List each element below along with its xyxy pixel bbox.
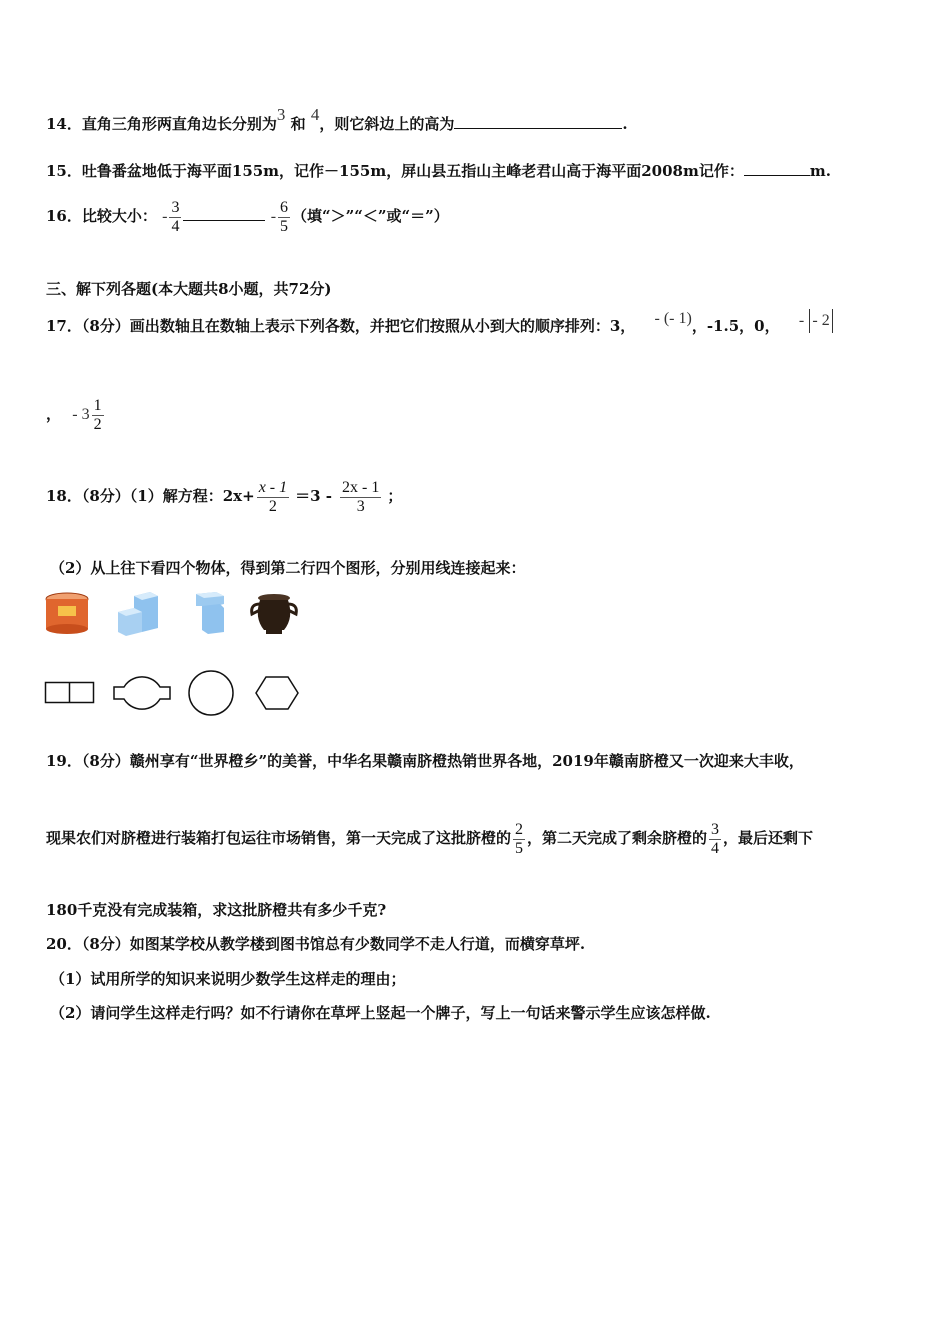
q18-f1-denominator: 2 — [268, 497, 277, 515]
question-20 — [46, 934, 585, 954]
q16-f2-numerator: 6 — [280, 198, 289, 216]
q19-f2-numerator: 3 — [711, 820, 720, 838]
circle-with-tabs-shape[interactable] — [114, 677, 170, 709]
question-14 — [46, 105, 628, 134]
question-15 — [46, 161, 831, 181]
question-19 — [46, 751, 804, 771]
q19-f2-denominator: 4 — [711, 839, 720, 857]
q14-and: 和 — [290, 115, 306, 133]
q17-mixed-fraction — [92, 397, 104, 434]
objects-row — [44, 590, 304, 640]
q14-number: 14． — [46, 115, 82, 133]
q19-fraction-2 — [709, 821, 721, 858]
q18-eq: ＝3 - — [295, 487, 333, 505]
q17-expr-1: - (- 1) — [654, 310, 692, 327]
q19-line-1: （8分）赣州享有“世界橙乡”的美誉，中华名果赣南脐橙热销世界各地，2019年赣南脐橙又一次迎来大丰收， — [81, 752, 804, 770]
q16-f1-numerator: 3 — [171, 198, 180, 216]
q19-fraction-1 — [513, 821, 525, 858]
q15-unit: m. — [809, 162, 831, 180]
q18-f2-denominator: 3 — [356, 497, 365, 515]
hexagon-shape[interactable] — [256, 677, 298, 709]
q18-semicolon: ； — [387, 487, 403, 505]
q15-text: 吐鲁番盆地低于海平面155m，记作－155m，屏山县五指山主峰老君山高于海平面2008m记作： — [81, 162, 744, 180]
q16-hint: （填“＞”“＜”或“＝”） — [292, 207, 449, 225]
q14-text-a: 直角三角形两直角边长分别为 — [81, 115, 277, 133]
q16-fraction-1 — [169, 199, 181, 236]
q16-answer-blank[interactable] — [183, 206, 265, 221]
q14-leg2: 4 — [310, 105, 320, 124]
section-3-heading — [46, 279, 332, 299]
q14-answer-blank[interactable] — [454, 114, 622, 129]
q17-mid: ，-1.5，0， — [691, 317, 780, 335]
q17-text: （8分）画出数轴且在数轴上表示下列各数，并把它们按照从小到大的顺序排列：3， — [81, 317, 636, 335]
q20-part-2-text: （2）请问学生这样走行吗？如不行请你在草坪上竖起一个牌子，写上一句话来警示学生应该怎样做. — [50, 1004, 711, 1022]
pot-object[interactable] — [252, 594, 297, 634]
q17-expr-2-abs: - 2 — [809, 309, 832, 333]
q19-line-2-a: 现果农们对脐橙进行装箱打包运往市场销售，第一天完成了这批脐橙的 — [46, 829, 512, 847]
double-rectangle-shape[interactable] — [46, 683, 94, 703]
q18-fraction-2 — [340, 479, 381, 516]
q17-mixed-numerator: 1 — [93, 396, 102, 414]
q17-number: 17． — [46, 317, 82, 335]
q14-leg1: 3 — [276, 105, 286, 124]
can-object[interactable] — [46, 593, 88, 634]
section-3-title: 三、解下列各题(本大题共8小题，共72分) — [46, 280, 332, 298]
q19-line-2-c: ，最后还剩下 — [723, 829, 814, 847]
question-19-line-2 — [46, 816, 813, 860]
q17-expr-2-sign: - — [798, 312, 805, 329]
question-18 — [46, 474, 402, 518]
q14-text-b: ，则它斜边上的高为 — [319, 115, 455, 133]
question-17 — [46, 310, 833, 339]
q18-text-a: （8分）（1）解方程：2x+ — [81, 487, 255, 505]
q16-fraction-2 — [278, 199, 290, 236]
question-16 — [46, 196, 449, 237]
circle-shape[interactable] — [189, 671, 233, 715]
q19-line-2-b: ，第二天完成了剩余脐橙的 — [527, 829, 708, 847]
q18-f1-numerator: x - 1 — [258, 478, 288, 496]
question-18-part-2 — [50, 558, 525, 578]
q20-line-1: （8分）如图某学校从教学楼到图书馆总有少数同学不走人行道，而横穿草坪. — [81, 935, 586, 953]
q16-number: 16． — [46, 207, 82, 225]
q16-f2-denominator: 5 — [280, 217, 289, 235]
q16-label: 比较大小： — [81, 207, 157, 225]
q20-part-1-text: （1）试用所学的知识来说明少数学生这样走的理由； — [50, 970, 406, 988]
q16-f1-denominator: 4 — [171, 217, 180, 235]
q18-f2-numerator: 2x - 1 — [342, 478, 380, 496]
q19-number: 19． — [46, 752, 82, 770]
question-17-cont — [46, 392, 106, 437]
q18-fraction-1 — [257, 479, 289, 516]
q18-number: 18． — [46, 487, 82, 505]
q14-end: . — [622, 115, 628, 133]
q16-minus-1: - — [162, 208, 168, 225]
q17-mixed-denominator: 2 — [93, 415, 102, 433]
t-block-object[interactable] — [196, 592, 224, 634]
q15-answer-blank[interactable] — [744, 161, 810, 176]
top-views-row — [44, 670, 304, 718]
q19-f1-denominator: 5 — [515, 839, 524, 857]
stacked-blocks-object[interactable] — [118, 592, 158, 636]
question-19-line-3 — [46, 900, 386, 920]
question-20-part-1 — [50, 969, 405, 989]
q17-comma: ， — [46, 405, 62, 423]
q20-number: 20． — [46, 935, 82, 953]
q16-minus-2: - — [270, 208, 277, 225]
q15-number: 15． — [46, 162, 82, 180]
q19-f1-numerator: 2 — [515, 820, 524, 838]
q18-part2-text: （2）从上往下看四个物体，得到第二行四个图形，分别用线连接起来： — [50, 559, 526, 577]
q19-line-3-text: 180千克没有完成装箱，求这批脐橙共有多少千克? — [46, 901, 387, 919]
question-20-part-2 — [50, 1003, 711, 1023]
q17-mixed-whole: - 3 — [72, 406, 90, 423]
